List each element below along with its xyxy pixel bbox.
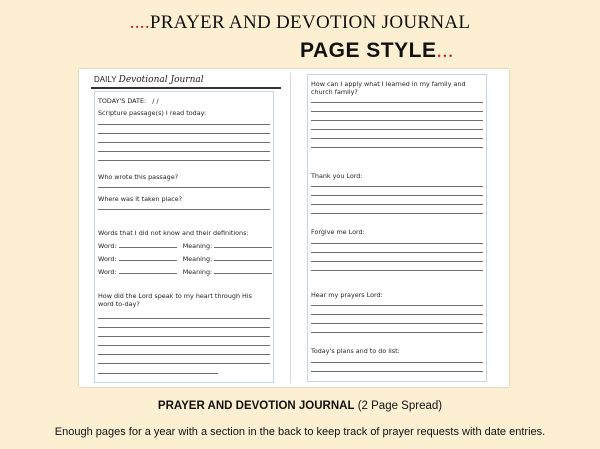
writing-line xyxy=(311,270,483,271)
words-question: Words that I did not know and their definitions: xyxy=(98,229,249,237)
heading-subtitle-dots: ... xyxy=(436,38,454,62)
heading-dots: .... xyxy=(129,12,150,33)
speak-question: How did the Lord speak to my heart through His word to-day? xyxy=(98,292,252,308)
writing-line xyxy=(311,120,483,121)
writing-line xyxy=(311,305,483,306)
writing-line xyxy=(311,186,483,187)
word-label: Word: xyxy=(98,242,117,250)
word-row xyxy=(98,255,272,263)
header-script-title: Devotional Journal xyxy=(118,75,204,85)
date-label: TODAY'S DATE: xyxy=(98,97,147,105)
writing-line xyxy=(311,332,483,333)
right-page xyxy=(307,74,487,382)
writing-line xyxy=(311,195,483,196)
thank-question: Thank you Lord: xyxy=(311,172,363,180)
writing-line xyxy=(311,111,483,112)
caption-description: Enough pages for a year with a section in the back to keep track of prayer requests with date entries. xyxy=(54,426,546,438)
writing-line xyxy=(98,345,270,346)
meaning-label: Meaning: xyxy=(182,242,213,250)
writing-line xyxy=(98,142,270,143)
word-blank xyxy=(119,242,177,248)
caption-rest: (2 Page Spread) xyxy=(357,400,443,412)
writing-line xyxy=(98,133,270,134)
writing-line xyxy=(311,147,483,148)
writing-line xyxy=(98,160,270,161)
word-label: Word: xyxy=(98,268,117,276)
writing-line xyxy=(98,187,270,188)
writing-line xyxy=(311,323,483,324)
forgive-question: Forgive me Lord: xyxy=(311,228,365,236)
writing-line xyxy=(311,371,483,372)
meaning-blank xyxy=(214,255,272,261)
writing-line xyxy=(311,314,483,315)
plans-question: Today's plans and to do list: xyxy=(311,347,400,355)
caption-title xyxy=(0,400,600,412)
scripture-question: Scripture passage(s) I read today: xyxy=(98,109,207,117)
writing-line xyxy=(311,362,483,363)
writing-line xyxy=(311,102,483,103)
writing-line xyxy=(98,336,270,337)
writing-line xyxy=(98,209,270,210)
apply-question: How can I apply what I learned in my family and church family? xyxy=(311,80,466,96)
word-blank xyxy=(119,255,177,261)
heading-title: PRAYER AND DEVOTION JOURNAL xyxy=(149,12,471,33)
hear-question: Hear my prayers Lord: xyxy=(311,291,383,299)
page-divider xyxy=(290,73,291,383)
writing-line xyxy=(98,354,270,355)
word-label: Word: xyxy=(98,255,117,263)
writing-line xyxy=(311,252,483,253)
left-page-header xyxy=(91,73,281,89)
where-question: Where was it taken place? xyxy=(98,195,183,203)
journal-spread xyxy=(79,69,509,387)
writing-line xyxy=(98,363,270,364)
meaning-blank xyxy=(214,268,272,274)
date-field xyxy=(98,97,159,105)
writing-line xyxy=(311,243,483,244)
heading-line2 xyxy=(300,38,454,63)
header-prefix: DAILY xyxy=(94,75,117,84)
who-question: Who wrote this passage? xyxy=(98,173,179,181)
meaning-label: Meaning: xyxy=(182,268,213,276)
writing-line xyxy=(311,138,483,139)
writing-line xyxy=(98,373,218,374)
writing-line xyxy=(311,261,483,262)
caption-bold: PRAYER AND DEVOTION JOURNAL xyxy=(157,400,355,412)
meaning-blank xyxy=(214,242,272,248)
word-blank xyxy=(119,268,177,274)
heading-line1 xyxy=(0,12,600,34)
writing-line xyxy=(311,213,483,214)
word-row xyxy=(98,268,272,276)
left-page-box xyxy=(94,91,274,383)
date-slashes: / / xyxy=(152,97,159,105)
heading-subtitle: PAGE STYLE xyxy=(300,39,437,62)
writing-line xyxy=(98,318,270,319)
writing-line xyxy=(98,124,270,125)
writing-line xyxy=(98,327,270,328)
meaning-label: Meaning: xyxy=(182,255,213,263)
writing-line xyxy=(311,129,483,130)
word-row xyxy=(98,242,272,250)
left-page xyxy=(91,73,281,308)
writing-line xyxy=(98,151,270,152)
writing-line xyxy=(311,204,483,205)
